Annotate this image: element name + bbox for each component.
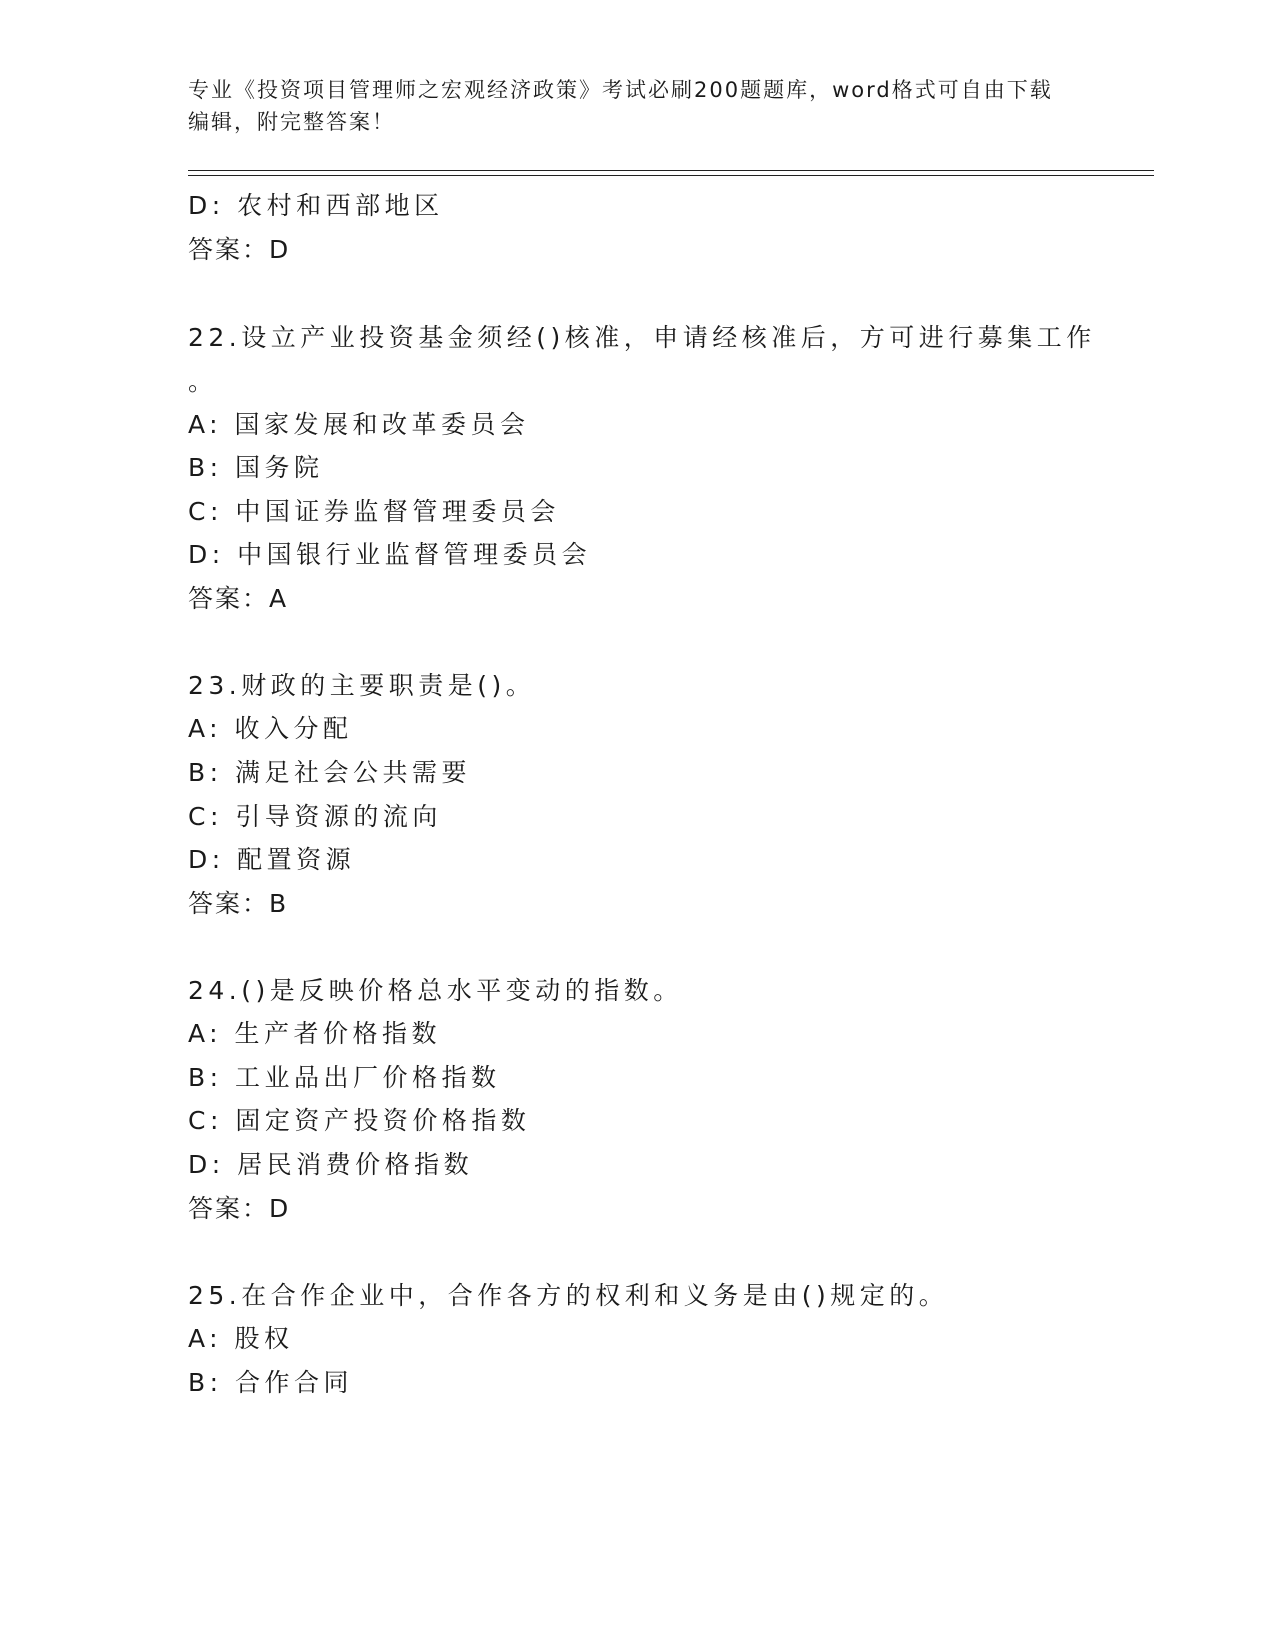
q25-option-a: A: 股权 [188, 1324, 294, 1353]
q23-option-d: D: 配置资源 [188, 845, 356, 874]
q24-option-a: A: 生产者价格指数 [188, 1019, 442, 1048]
q24-option-c: C: 固定资产投资价格指数 [188, 1106, 531, 1135]
header-divider-bottom [188, 175, 1154, 176]
q24-answer: 答案：D [188, 1194, 291, 1223]
q24-option-b: B: 工业品出厂价格指数 [188, 1063, 501, 1092]
q22-stem: 22.设立产业投资基金须经()核准，申请经核准后，方可进行募集工作 [188, 323, 1096, 352]
prev-option-d: D: 农村和西部地区 [188, 191, 444, 220]
q24-option-d: D: 居民消费价格指数 [188, 1150, 474, 1179]
q23-option-b: B: 满足社会公共需要 [188, 758, 472, 787]
document-header: 专业《投资项目管理师之宏观经济政策》考试必刷200题题库，word格式可自由下载编辑，附完整答案！ [188, 78, 1053, 134]
q23-stem: 23.财政的主要职责是()。 [188, 671, 536, 700]
prev-answer: 答案：D [188, 235, 291, 264]
q25-option-b: B: 合作合同 [188, 1368, 354, 1397]
q22-option-d: D: 中国银行业监督管理委员会 [188, 540, 592, 569]
q22-option-c: C: 中国证券监督管理委员会 [188, 497, 560, 526]
q22-stem-continuation: 。 [188, 367, 218, 396]
q23-option-c: C: 引导资源的流向 [188, 802, 442, 831]
q22-option-b: B: 国务院 [188, 453, 324, 482]
q22-answer: 答案：A [188, 584, 289, 613]
q24-stem: 24.()是反映价格总水平变动的指数。 [188, 976, 683, 1005]
q25-stem: 25.在合作企业中，合作各方的权利和义务是由()规定的。 [188, 1281, 949, 1310]
q23-answer: 答案：B [188, 889, 289, 918]
q22-option-a: A: 国家发展和改革委员会 [188, 410, 530, 439]
header-divider-top [188, 170, 1154, 171]
q23-option-a: A: 收入分配 [188, 714, 353, 743]
